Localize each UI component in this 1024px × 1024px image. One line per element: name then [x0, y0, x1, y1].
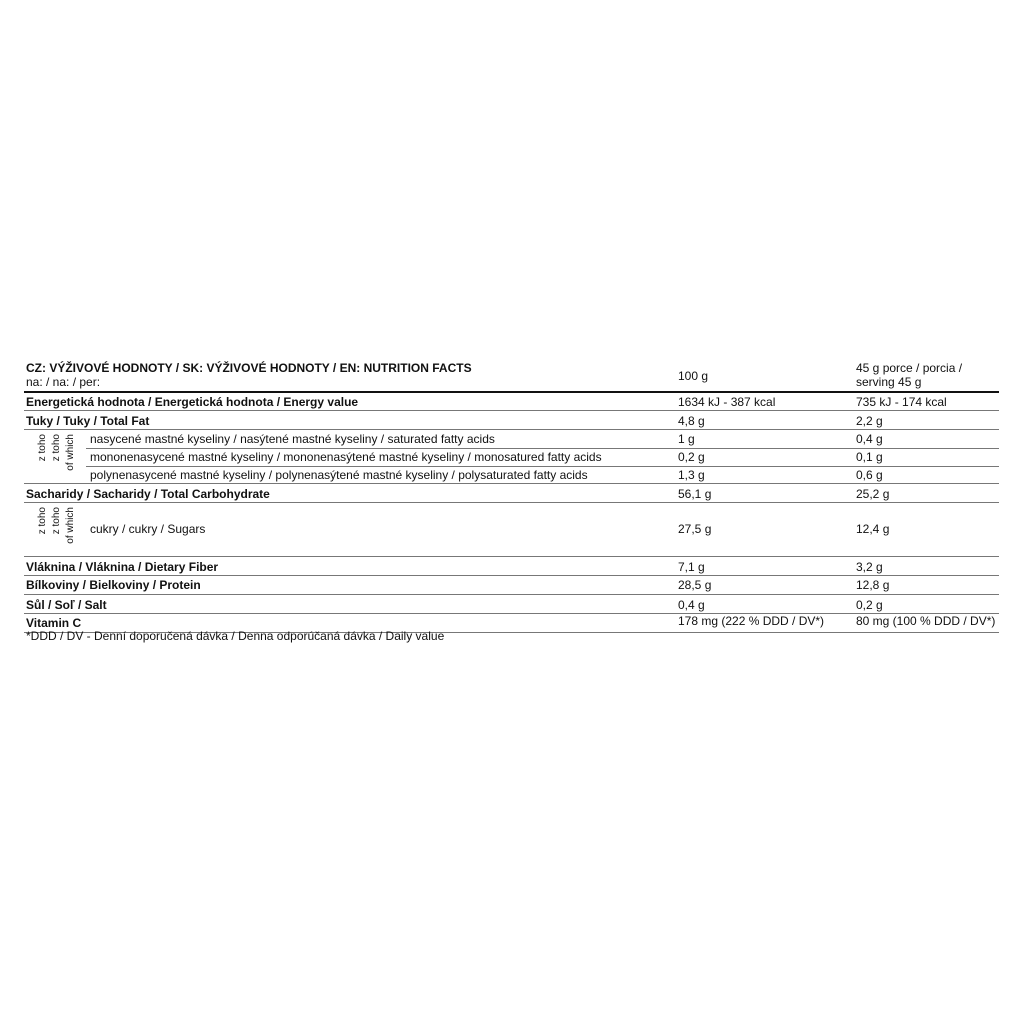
row-value-serving: 0,2 g [856, 598, 883, 612]
sugar-subgroup [24, 503, 999, 557]
row-value-serving: 25,2 g [856, 487, 890, 501]
row-value-serving: 80 mg (100 % DDD / DV*) [856, 614, 996, 628]
row-value-100g: 0,2 g [678, 450, 705, 464]
row-label-carbohydrate: Sacharidy / Sacharidy / Total Carbohydrate [26, 487, 270, 501]
table-row [24, 430, 999, 448]
footnote: *DDD / DV - Denní doporučená dávka / Denna odporúčaná dávka / Daily value [26, 629, 445, 643]
header-row [24, 359, 999, 393]
row-value-serving: 0,6 g [856, 468, 883, 482]
row-label-saturated: nasycené mastné kyseliny / nasýtené mastné kyseliny / saturated fatty acids [90, 432, 495, 446]
per-label: na: / na: / per: [26, 375, 101, 389]
fat-subgroup [24, 430, 999, 484]
row-label-monounsaturated: mononenasycené mastné kyseliny / mononenasýtené mastné kyseliny / monosatured fatty acids [90, 450, 602, 464]
row-label-protein: Bílkoviny / Bielkoviny / Protein [26, 578, 201, 592]
row-value-100g: 28,5 g [678, 578, 712, 592]
table-row [24, 484, 999, 503]
row-label-salt: Sůl / Soľ / Salt [26, 598, 107, 612]
row-value-serving: 12,8 g [856, 578, 890, 592]
row-value-100g: 4,8 g [678, 414, 705, 428]
row-value-serving: 12,4 g [856, 522, 890, 536]
column-header-serving-line2: serving 45 g [856, 375, 922, 389]
nutrition-table [24, 359, 999, 633]
row-value-100g: 1634 kJ - 387 kcal [678, 395, 776, 409]
table-row [24, 595, 999, 614]
row-value-serving: 735 kJ - 174 kcal [856, 395, 947, 409]
of-which-label-en: of which [65, 434, 76, 471]
row-label-vitamin-c: Vitamin C [26, 616, 82, 630]
table-row [24, 448, 999, 466]
row-value-100g: 56,1 g [678, 487, 712, 501]
column-header-serving-line1: 45 g porce / porcia / [856, 361, 963, 375]
row-value-100g: 7,1 g [678, 560, 705, 574]
column-header-100g: 100 g [678, 369, 709, 383]
of-which-label-cz: z toho [37, 434, 48, 462]
row-value-100g: 1 g [678, 432, 695, 446]
row-value-serving: 3,2 g [856, 560, 883, 574]
table-row [24, 576, 999, 595]
row-value-100g: 1,3 g [678, 468, 705, 482]
table-row [24, 557, 999, 576]
table-row [24, 466, 999, 483]
row-label-energy: Energetická hodnota / Energetická hodnota / Energy value [26, 395, 359, 409]
row-label-fiber: Vláknina / Vláknina / Dietary Fiber [26, 560, 219, 574]
of-which-label-sk: z toho [51, 434, 62, 462]
row-value-serving: 2,2 g [856, 414, 883, 428]
row-value-100g: 0,4 g [678, 598, 705, 612]
row-label-sugars: cukry / cukry / Sugars [90, 522, 206, 536]
table-title: CZ: VÝŽIVOVÉ HODNOTY / SK: VÝŽIVOVÉ HODNOTY / EN: NUTRITION FACTS [26, 361, 472, 375]
table-row [24, 411, 999, 430]
table-row [24, 393, 999, 411]
row-value-serving: 0,4 g [856, 432, 883, 446]
row-value-100g: 27,5 g [678, 522, 712, 536]
row-value-100g: 178 mg (222 % DDD / DV*) [678, 614, 825, 628]
row-value-serving: 0,1 g [856, 450, 883, 464]
row-label-polyunsaturated: polynenasycené mastné kyseliny / polynenasýtené mastné kyseliny / polysaturated fatty acids [90, 468, 588, 482]
of-which-label-cz: z toho [37, 507, 48, 535]
of-which-label-en: of which [65, 507, 76, 544]
of-which-label-sk: z toho [51, 507, 62, 535]
row-label-fat: Tuky / Tuky / Total Fat [26, 414, 150, 428]
